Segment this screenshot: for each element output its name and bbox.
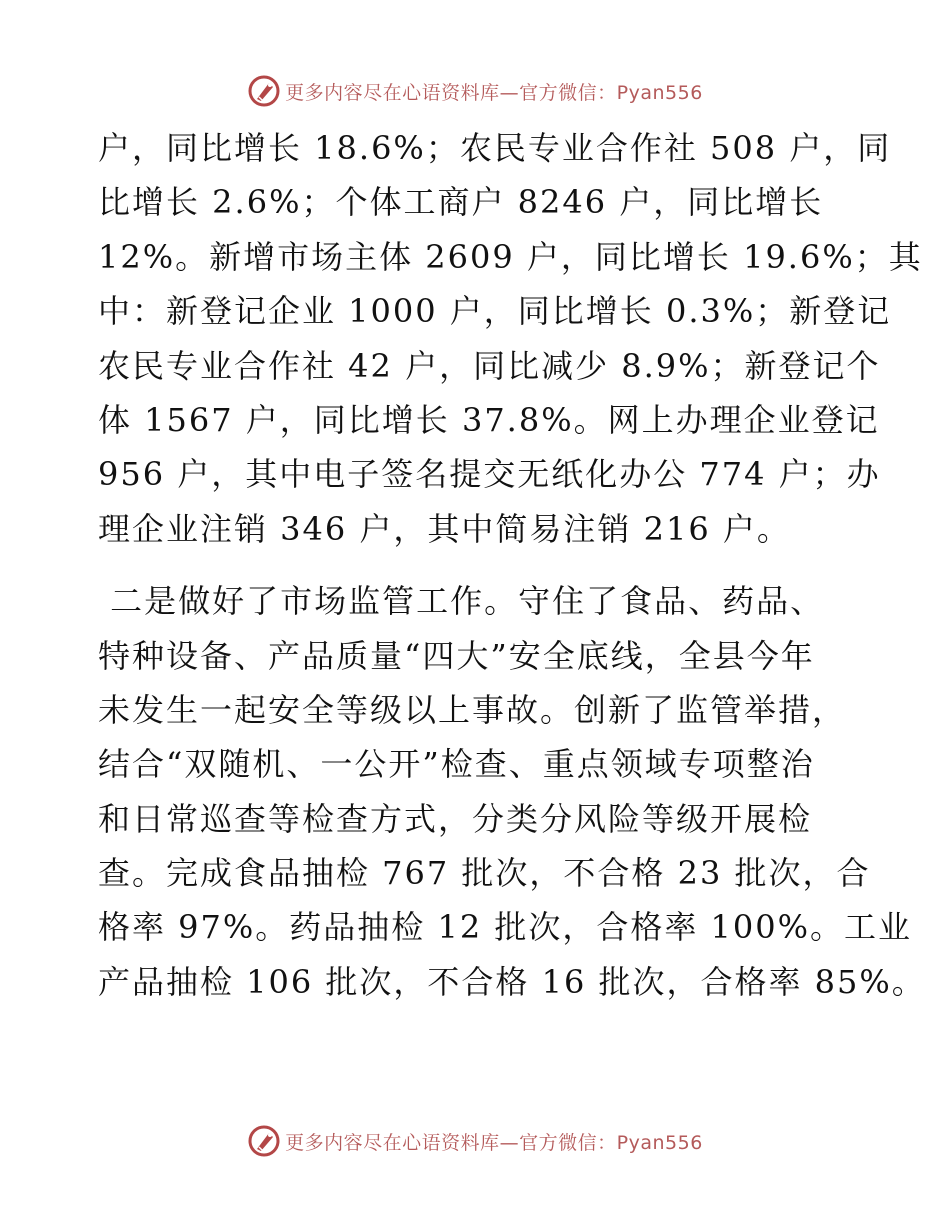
text-line: 未发生一起安全等级以上事故。创新了监管举措， (98, 690, 847, 729)
text-line: 特种设备、产品质量“四大”安全底线，全县今年 (98, 636, 815, 675)
text-line: 理企业注销 346 户，其中简易注销 216 户。 (98, 509, 791, 548)
text-line: 体 1567 户，同比增长 37.8%。网上办理企业登记 (98, 400, 880, 439)
footer-watermark (0, 1124, 950, 1158)
paragraph-spacer (98, 556, 858, 574)
text-line: 12%。新增市场主体 2609 户，同比增长 19.6%；其 (98, 237, 923, 276)
watermark-text: 更多内容尽在心语资料库—官方微信：Pyan556 (285, 81, 703, 104)
pen-nib-logo-icon (247, 1124, 281, 1158)
text-line: 产品抽检 106 批次，不合格 16 批次，合格率 85%。 (98, 962, 926, 1001)
text-line: 结合“双随机、一公开”检查、重点领域专项整治 (98, 745, 815, 784)
text-line: 和日常巡查等检查方式，分类分风险等级开展检 (98, 799, 813, 838)
text-line: 二是做好了市场监管工作。守住了食品、药品、 (98, 582, 825, 621)
paragraph (98, 121, 923, 556)
pen-nib-logo-icon (247, 74, 281, 108)
text-line: 户，同比增长 18.6%；农民专业合作社 508 户，同 (98, 129, 892, 167)
text-line: 比增长 2.6%；个体工商户 8246 户，同比增长 (98, 183, 824, 222)
text-line: 中：新登记企业 1000 户，同比增长 0.3%；新登记 (98, 292, 892, 331)
text-line: 农民专业合作社 42 户，同比减少 8.9%；新登记个 (98, 346, 881, 385)
text-line: 956 户，其中电子签名提交无纸化办公 774 户；办 (98, 455, 881, 494)
text-line: 格率 97%。药品抽检 12 批次，合格率 100%。工业 (98, 908, 913, 947)
document-body (98, 121, 926, 1009)
watermark-text: 更多内容尽在心语资料库—官方微信：Pyan556 (285, 1131, 703, 1154)
header-watermark (0, 74, 950, 108)
paragraph (98, 574, 926, 1009)
text-line: 查。完成食品抽检 767 批次，不合格 23 批次，合 (98, 854, 871, 893)
